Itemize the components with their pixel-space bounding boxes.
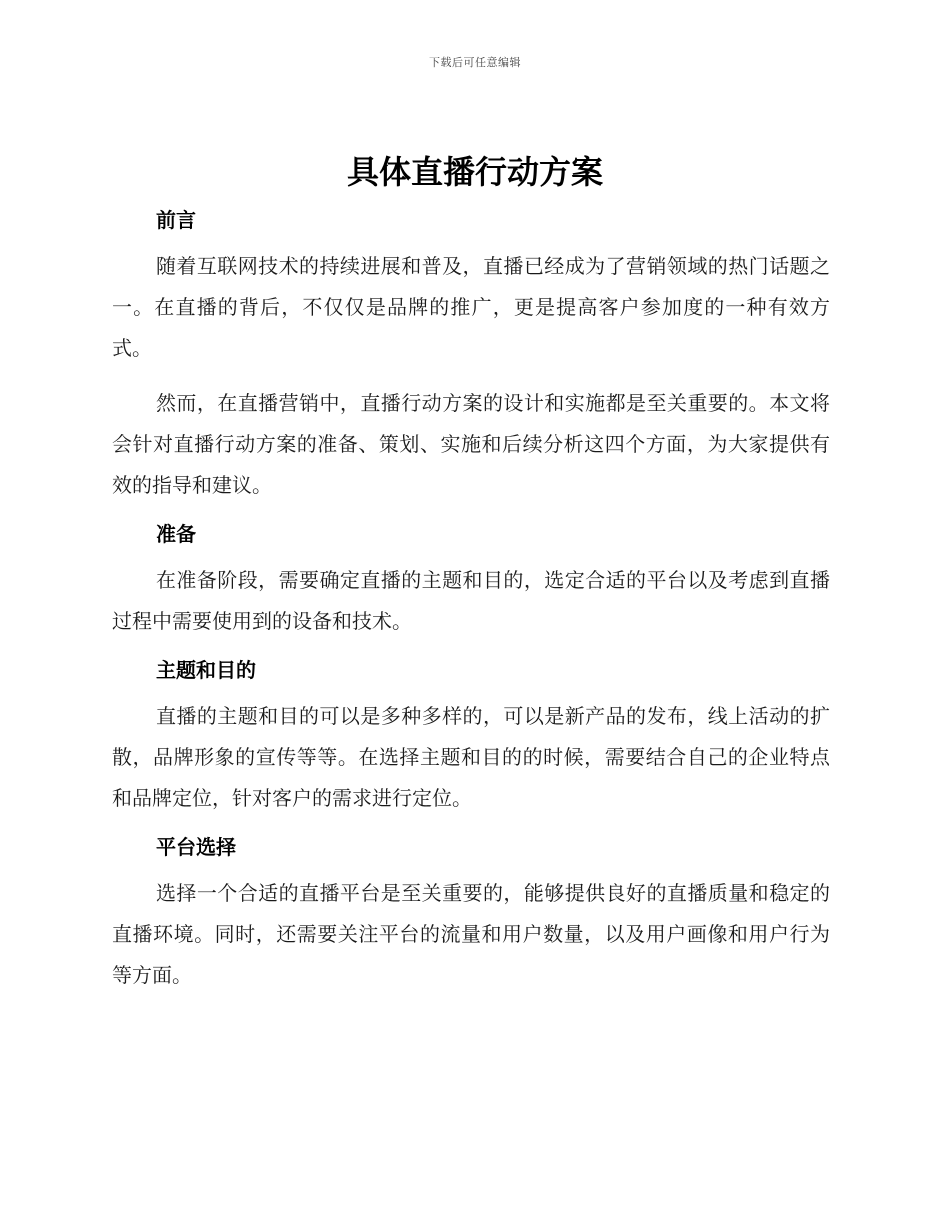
section-preface	[112, 206, 830, 506]
section-heading: 前言	[156, 208, 196, 232]
header-note: 下载后可任意编辑	[429, 56, 521, 69]
section-platform-selection	[112, 833, 830, 996]
section-preparation	[112, 520, 830, 642]
paragraph: 然而，在直播营销中，直播行动方案的设计和实施都是至关重要的。本文将会针对直播行动方案的准备、策划、实施和后续分析这四个方面，为大家提供有效的指导和建议。	[112, 391, 830, 497]
section-heading: 准备	[156, 522, 196, 546]
paragraph: 在准备阶段，需要确定直播的主题和目的，选定合适的平台以及考虑到直播过程中需要使用到的设备和技术。	[112, 568, 830, 633]
document-title: 具体直播行动方案	[346, 153, 603, 191]
paragraph: 随着互联网技术的持续进展和普及，直播已经成为了营销领域的热门话题之一。在直播的背后，不仅仅是品牌的推广，更是提高客户参加度的一种有效方式。	[112, 254, 830, 360]
paragraph: 选择一个合适的直播平台是至关重要的，能够提供良好的直播质量和稳定的直播环境。同时，还需要关注平台的流量和用户数量，以及用户画像和用户行为等方面。	[112, 881, 830, 987]
paragraph: 直播的主题和目的可以是多种多样的，可以是新产品的发布，线上活动的扩散，品牌形象的宣传等等。在选择主题和目的的时候，需要结合自己的企业特点和品牌定位，针对客户的需求进行定位。	[112, 704, 830, 810]
section-theme-and-goal	[112, 656, 830, 819]
section-heading: 主题和目的	[156, 658, 256, 682]
document-body	[112, 200, 830, 1010]
section-heading: 平台选择	[156, 835, 236, 859]
